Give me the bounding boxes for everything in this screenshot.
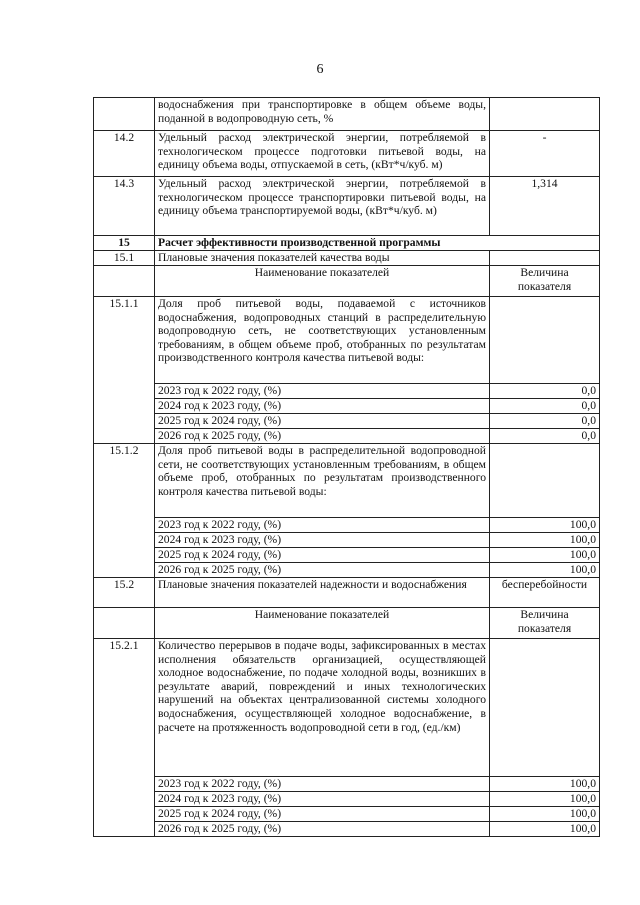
section-row [94,236,600,251]
year-value: 0,0 [490,384,600,399]
year-label: 2026 год к 2025 году, (%) [155,429,490,444]
table-row [94,131,600,177]
row-text: Плановые значения показателей качества воды [155,251,490,266]
table-row [94,98,600,131]
year-row [94,429,600,444]
year-label: 2024 год к 2023 году, (%) [155,792,490,807]
row-number [94,266,155,297]
year-value: 0,0 [490,429,600,444]
table-row [94,297,600,384]
row-value: бесперебойности [490,578,600,608]
table-row [94,578,600,608]
year-row [94,807,600,822]
row-value [490,98,600,131]
row-number [94,98,155,131]
year-label: 2025 год к 2024 году, (%) [155,548,490,563]
year-value: 100,0 [490,533,600,548]
year-label: 2025 год к 2024 году, (%) [155,414,490,429]
column-header-name: Наименование показателей [155,608,490,639]
table-row [94,444,600,518]
row-number: 15.1.2 [94,444,155,578]
year-label: 2023 год к 2022 году, (%) [155,384,490,399]
year-row [94,399,600,414]
row-number: 15.2 [94,578,155,608]
year-value: 100,0 [490,807,600,822]
table-row [94,639,600,777]
table-row [94,177,600,236]
year-label: 2026 год к 2025 году, (%) [155,822,490,837]
row-number: 15.2.1 [94,639,155,837]
year-value: 100,0 [490,548,600,563]
row-text: водоснабжения при транспортировке в общем объеме воды, поданной в водопроводную сеть, % [155,98,490,131]
row-value [490,444,600,518]
year-row [94,563,600,578]
year-row [94,518,600,533]
year-label: 2023 год к 2022 году, (%) [155,777,490,792]
row-value [490,251,600,266]
year-value: 0,0 [490,414,600,429]
year-label: 2025 год к 2024 году, (%) [155,807,490,822]
year-row [94,414,600,429]
section-number: 15 [94,236,155,251]
row-text: Количество перерывов в подаче воды, зафиксированных в местах исполнения обязательств организацией, осуществляющей холодное водоснабжение, по подаче холодной воды, возникших в результате аварий, повреждений и иных технологических нарушений на объектах централизованной системы холодного водоснабжения, осуществляющей холодное водоснабжение, в расчете на протяженность водопроводной сети в год, (ед./км) [155,639,490,777]
row-text: Доля проб питьевой воды, подаваемой с источников водоснабжения, водопроводных станций в распределительную водопроводную сеть, не соответствующих установленным требованиям, в общем объеме проб, отобранных по результатам производственного контроля качества питьевой воды: [155,297,490,384]
row-value [490,297,600,384]
year-row [94,792,600,807]
row-text: Доля проб питьевой воды в распределительной водопроводной сети, не соответствующих установленным требованиям, в общем объеме проб, отобранных по результатам производственного контроля качества питьевой воды: [155,444,490,518]
indicators-table [93,97,600,837]
header-row [94,266,600,297]
header-row [94,608,600,639]
year-value: 100,0 [490,563,600,578]
row-number: 14.3 [94,177,155,236]
year-row [94,533,600,548]
year-row [94,384,600,399]
column-header-name: Наименование показателей [155,266,490,297]
year-value: 100,0 [490,822,600,837]
column-header-value: Величина показателя [490,608,600,639]
year-row [94,777,600,792]
row-value: 1,314 [490,177,600,236]
year-row [94,822,600,837]
row-number: 14.2 [94,131,155,177]
page-number: 6 [316,62,324,77]
year-label: 2024 год к 2023 году, (%) [155,533,490,548]
column-header-value: Величина показателя [490,266,600,297]
year-value: 100,0 [490,792,600,807]
row-number: 15.1 [94,251,155,266]
year-value: 100,0 [490,518,600,533]
row-text: Удельный расход электрической энергии, потребляемой в технологическом процессе транспортировки питьевой воды, на единицу объема транспортируемой воды, (кВт*ч/куб. м) [155,177,490,236]
row-number [94,608,155,639]
year-label: 2024 год к 2023 году, (%) [155,399,490,414]
year-row [94,548,600,563]
year-value: 100,0 [490,777,600,792]
row-value: - [490,131,600,177]
year-value: 0,0 [490,399,600,414]
section-title: Расчет эффективности производственной программы [155,236,600,251]
row-value [490,639,600,777]
row-text: Плановые значения показателей надежности и водоснабжения [155,578,490,608]
row-number: 15.1.1 [94,297,155,444]
table-row [94,251,600,266]
year-label: 2023 год к 2022 году, (%) [155,518,490,533]
row-text: Удельный расход электрической энергии, потребляемой в технологическом процессе подготовки питьевой воды, на единицу объема воды, отпускаемой в сеть, (кВт*ч/куб. м) [155,131,490,177]
year-label: 2026 год к 2025 году, (%) [155,563,490,578]
